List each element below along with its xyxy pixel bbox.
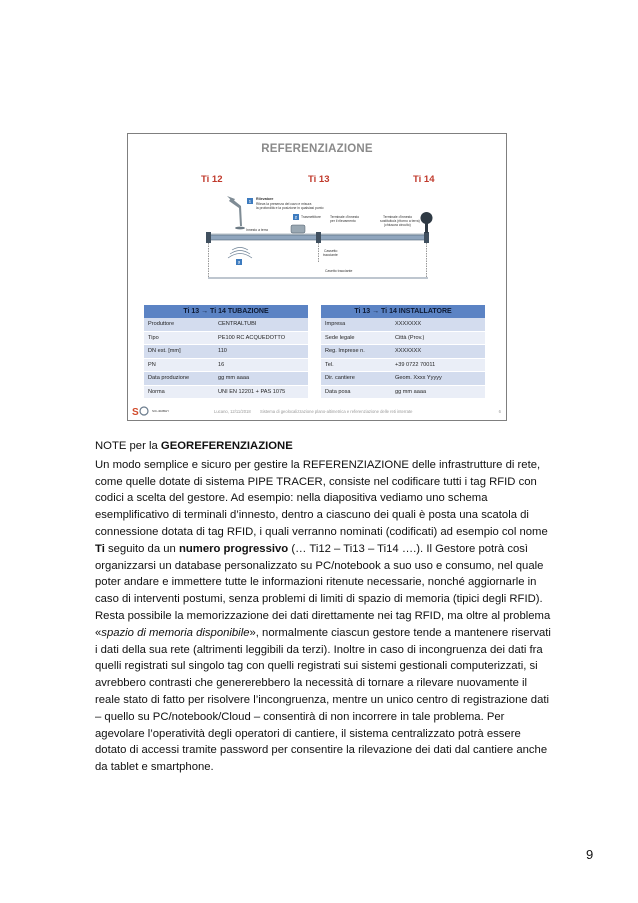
svg-text:Rilevatore: Rilevatore (256, 197, 274, 201)
svg-text:S: S (132, 407, 139, 417)
table-installatore-header: Ti 13 → Ti 14 INSTALLATORE (321, 305, 485, 318)
table-row: DN est. [mm] 110 (144, 345, 308, 359)
company-logo-icon (131, 405, 149, 417)
slide-image (127, 133, 507, 421)
notes-paragraph: Un modo semplice e sicuro per gestire la REFERENZIAZIONE delle infrastrutture di rete, come quelle dotate di sistema PIPE TRACER, consiste nel codificare tutti i tag RFID con codici a scelta del gestore. Ad esempio: nella diapositiva vediamo uno schema esemplificativo di terminali d’innesto, dentro a ciascuno dei quali è posta una scatola di connessione dotata di tag RFID, i quali verranno nominati (codificati) ad esempio col nome Ti seguito da un numero progressivo (… Ti12 – Ti13 – Ti14 ….). Il Gestore potrà così organizzarsi un database personalizzato su PC/notebook a suo uso e consumo, nel quale poter andare e immettere tutte le informazioni ritenute necessarie, nonché aggiornarle in caso di interventi postumi, senza problemi di limiti di spazio di memoria (tipici degli RFID). Resta possibile la memorizzazione dei dati direttamente nei tag RFID, ma oltre al problema «spazio di memoria disponibile», normalmente ciascun gestore tende a mantenere riservati i dati della sua rete (altrimenti leggibili da terzi). Inoltre in caso di incongruenza dei dati fra quelli registrati sul singolo tag con quelli registrati sui sistemi gestionali computerizzati, si avrebbero contrasti che genererebbero la necessità di tornare a rilevare nuovamente il reale stato di fatto per risolvere l’incongruenza, mentre un unico centro di registrazione dati – quello su PC/notebook/Cloud – consentirà di non incorrere in tale problema. Per agevolare l’operatività degli operatori di cantiere, il sistema centralizzato potrà essere dotato di accessi tramite password per consentire la rilevazione dei dati dal cantiere anche da tablet e smartphone. (95, 458, 551, 774)
signal-waves-icon (228, 248, 252, 259)
notes-section (95, 438, 555, 776)
slide-footer-title: Sistema di geolocalizzazione plano-altimetrica e referenziazione delle reti interrate (260, 409, 413, 414)
svg-text:Innesto a terra: Innesto a terra (246, 228, 268, 232)
terminal-post-ti13 (316, 232, 321, 243)
slide-footer-page: 6 (498, 409, 501, 414)
terminal-post-ti14 (424, 232, 429, 243)
svg-text:Cassetto: Cassetto (324, 249, 338, 253)
table-row: Norma UNI EN 12201 + PAS 1075 (144, 385, 308, 399)
pipe-tracer-diagram (128, 168, 507, 292)
table-row: Data produzione gg mm aaaa (144, 372, 308, 386)
table-tubazione-header: Ti 13 → Ti 14 TUBAZIONE (144, 305, 308, 318)
svg-text:la profondità e la posizione i: la profondità e la posizione in qualsiasi punto (256, 206, 324, 210)
slide-title: REFERENZIAZIONE (261, 143, 373, 155)
slide-footer (128, 404, 507, 420)
page-number: 9 (586, 847, 594, 862)
tag-label-ti14: Ti 14 (413, 174, 435, 185)
table-row: Reg. Imprese n. XXXXXXX (321, 345, 485, 359)
table-row: Sede legale Città (Prov.) (321, 331, 485, 345)
table-row: Tipo PE100 RC ACQUEDOTTO (144, 331, 308, 345)
transmitter-box (291, 225, 305, 233)
table-row: Data posa gg mm aaaa (321, 385, 485, 399)
svg-text:tracciante: tracciante (323, 253, 338, 257)
svg-text:Terminale d'innesto: Terminale d'innesto (330, 215, 360, 219)
logo-caption: SIC-402BHY (152, 409, 170, 413)
svg-text:Rileva la presenza del cavo e: Rileva la presenza del cavo e misura (256, 202, 312, 206)
notes-body (95, 457, 555, 776)
svg-text:Trasmettitore: Trasmettitore (301, 215, 321, 219)
svg-text:(chiusura circuito): (chiusura circuito) (384, 223, 411, 227)
table-row: Impresa XXXXXXX (321, 318, 485, 331)
detector-icon (229, 198, 242, 226)
table-row: PN 16 (144, 358, 308, 372)
tag-label-ti13: Ti 13 (308, 174, 330, 185)
svg-text:per il rilevamento: per il rilevamento (330, 219, 356, 223)
svg-text:Cavetto tracciante: Cavetto tracciante (325, 269, 353, 273)
table-row: Dir. cantiere Geom. Xxxx Yyyyy (321, 372, 485, 386)
svg-text:3: 3 (237, 259, 241, 265)
notes-heading: NOTE per la GEOREFERENZIAZIONE (95, 440, 293, 452)
terminal-cap-ti14 (421, 212, 433, 224)
table-row: Produttore CENTRALTUBI (144, 318, 308, 331)
terminal-post-ti12 (206, 232, 211, 243)
svg-text:sostituito/a (ritorno a terra): sostituito/a (ritorno a terra) (380, 219, 420, 223)
svg-text:2: 2 (294, 214, 298, 220)
table-installatore (321, 305, 485, 399)
table-tubazione (144, 305, 308, 399)
svg-text:Terminale d'innesto: Terminale d'innesto (383, 215, 413, 219)
table-row: Tel. +39 0722 70011 (321, 358, 485, 372)
slide-footer-date: Lucano, 12/11/2018 (214, 409, 251, 414)
svg-text:1: 1 (248, 198, 252, 204)
tag-label-ti12: Ti 12 (201, 174, 223, 185)
